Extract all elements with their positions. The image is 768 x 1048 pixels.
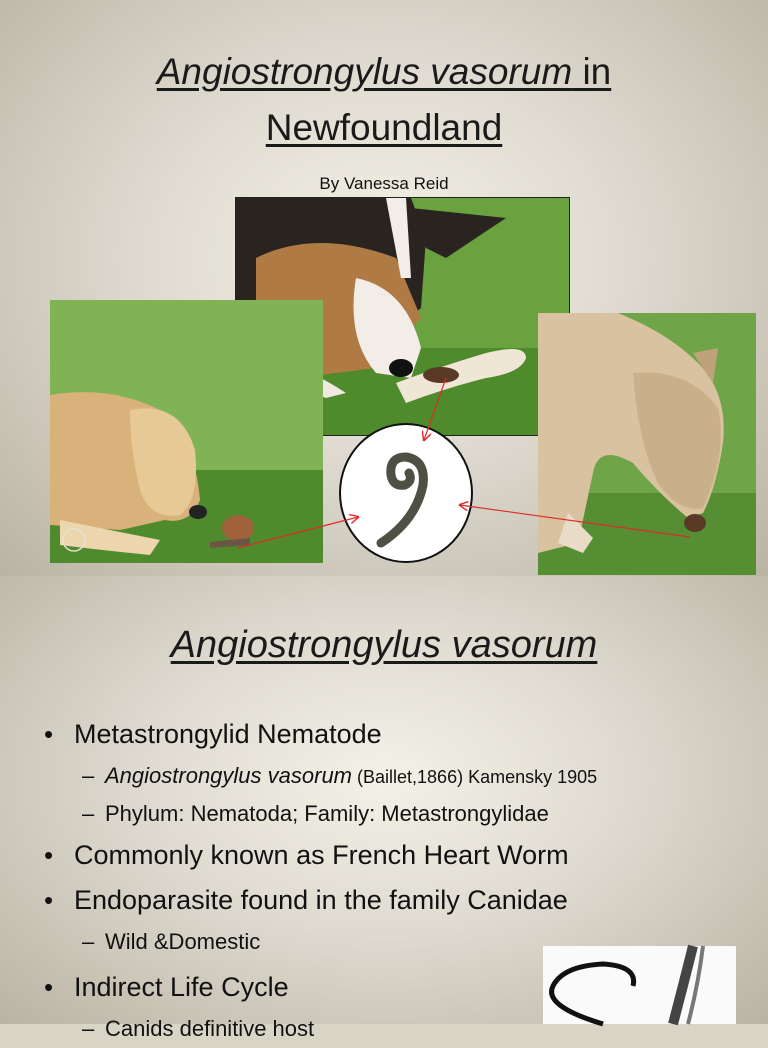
list-item: • Indirect Life Cycle xyxy=(0,965,768,1010)
list-item: • Endoparasite found in the family Canidae xyxy=(0,878,768,923)
worm-micrograph-photo xyxy=(543,946,736,1024)
title-location: Newfoundland xyxy=(265,107,503,148)
list-item: – Wild &Domestic xyxy=(82,929,261,954)
list-item-partial: – Canids definitive host xyxy=(82,1016,315,1041)
species-info-slide xyxy=(0,576,768,1041)
slide-title xyxy=(0,44,768,156)
terrier-with-snail-photo xyxy=(538,313,756,575)
title-in: in xyxy=(572,51,612,92)
list-item: – Phylum: Nematoda; Family: Metastrongylidae xyxy=(82,801,549,826)
list-item: • Commonly known as French Heart Worm xyxy=(0,833,768,878)
byline: By Vanessa Reid xyxy=(319,174,449,193)
golden-puppy-with-snail-photo xyxy=(50,300,323,563)
slide-title: Angiostrongylus vasorum xyxy=(170,624,598,666)
larva-circle-inset xyxy=(339,423,473,563)
list-item: • Metastrongylid Nematode xyxy=(0,712,768,757)
spiral-larva-icon xyxy=(341,425,471,561)
title-species-name: Angiostrongylus vasorum xyxy=(156,51,573,92)
list-item: – Angiostrongylus vasorum (Baillet,1866) Kamensky 1905 xyxy=(82,763,598,788)
